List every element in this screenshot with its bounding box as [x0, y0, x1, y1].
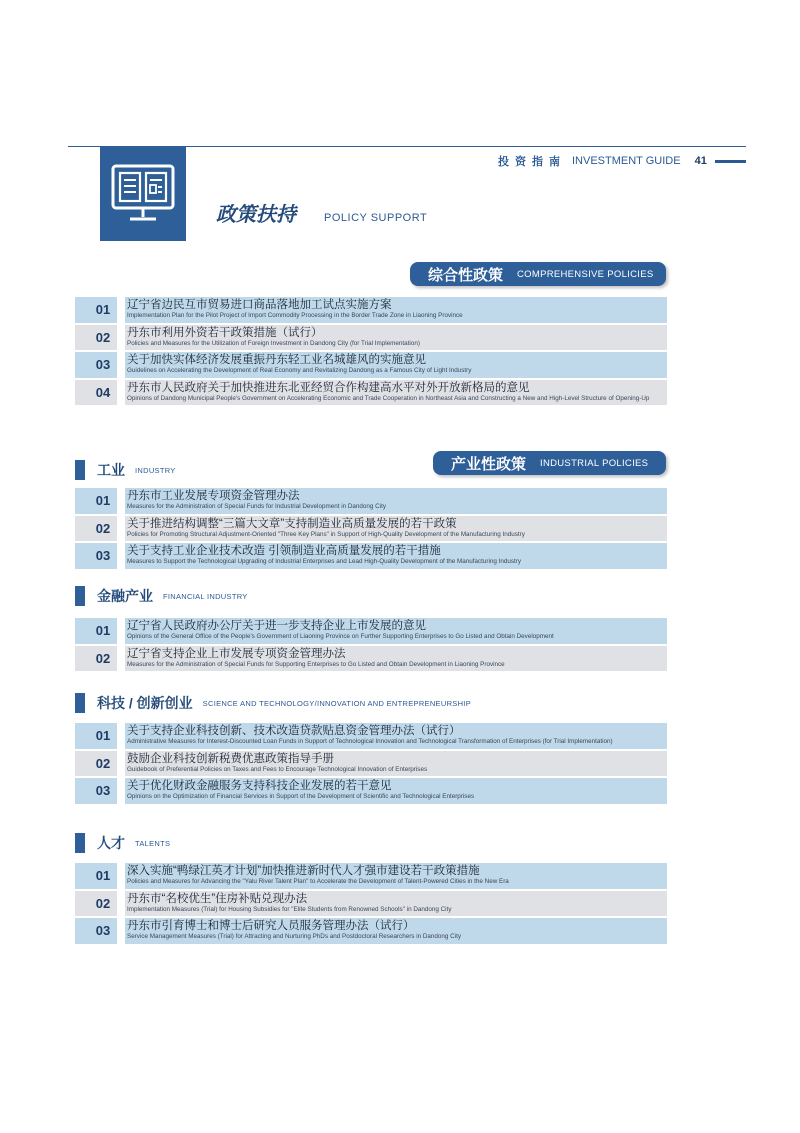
section-marker	[75, 693, 85, 713]
section-heading-talents	[75, 833, 170, 853]
row-divider	[117, 380, 125, 406]
section-heading-science	[75, 693, 471, 713]
row-edge	[75, 751, 89, 777]
banner-title-cn: 综合性政策	[428, 266, 504, 284]
policy-text	[125, 543, 667, 569]
policy-number: 02	[95, 329, 111, 345]
policy-number: 01	[95, 623, 111, 639]
policy-number: 03	[95, 783, 111, 799]
industry-policy-list	[75, 488, 667, 571]
row-edge	[75, 723, 89, 749]
policy-row	[75, 891, 667, 917]
section-title-cn: 科技 / 创新创业	[97, 695, 193, 711]
banner-title-cn: 产业性政策	[451, 455, 527, 473]
policy-number: 01	[95, 868, 111, 884]
policy-title-zh: 鼓励企业科技创新税费优惠政策指导手册	[127, 752, 334, 765]
policy-title-zh: 辽宁省边民互市贸易进口商品落地加工试点实施方案	[127, 299, 392, 311]
policy-row	[75, 751, 667, 777]
policy-title-zh: 关于支持工业企业技术改造 引领制造业高质量发展的若干措施	[127, 545, 441, 557]
policy-row	[75, 352, 667, 378]
policy-title-en: Policies and Measures for Advancing the "Yalu River Talent Plan" to Accelerate the Development of Talent-Powered Cities in the New Era	[127, 878, 509, 885]
policy-title-zh: 丹东市人民政府关于加快推进东北亚经贸合作构建高水平对外开放新格局的意见	[127, 381, 530, 394]
policy-row	[75, 918, 667, 944]
policy-title-en: Implementation Measures (Trial) for Housing Subsidies for "Elite Students from Renowned Schools" in Dandong City	[127, 905, 452, 913]
page-title-en: POLICY SUPPORT	[324, 212, 428, 224]
section-marker	[75, 460, 85, 480]
policy-title-en: Measures for the Administration of Special Funds for Supporting Enterprises to Go Listed and Obtain Development in Liaoning Province	[127, 660, 505, 668]
policy-title-en: Policies and Measures for the Utilization of Foreign Investment in Dandong City (for Trial Implementation)	[127, 339, 420, 347]
monitor-document-icon	[110, 163, 176, 225]
row-divider	[117, 723, 125, 749]
policy-row	[75, 778, 667, 804]
row-edge	[75, 778, 89, 804]
science-policy-list	[75, 723, 667, 806]
banner-title-en: COMPREHENSIVE POLICIES	[517, 268, 654, 280]
policy-row	[75, 380, 667, 406]
talents-policy-list	[75, 863, 667, 946]
row-edge	[75, 488, 89, 514]
policy-title-zh: 丹东市“名校优生”住房补贴兑现办法	[127, 892, 308, 905]
policy-row	[75, 543, 667, 569]
policy-title-en: Policies for Promoting Structural Adjustment-Oriented "Three Key Plans" in Support of High-Quality Development of the Manufacturing Industry	[127, 530, 525, 538]
policy-number: 04	[95, 384, 111, 400]
row-divider	[117, 778, 125, 804]
row-divider	[117, 751, 125, 777]
row-edge	[75, 646, 89, 672]
policy-number: 03	[95, 923, 111, 939]
policy-text	[125, 380, 667, 406]
guide-title-cn: 投资指南	[498, 156, 566, 168]
policy-title-en: Guidelines on Accelerating the Development of Real Economy and Revitalizing Dandong as a Famous City of Light Industry	[127, 367, 472, 374]
row-edge	[75, 618, 89, 644]
row-divider	[117, 352, 125, 378]
policy-number: 03	[95, 357, 111, 373]
policy-section-badge	[100, 147, 186, 241]
policy-text	[125, 325, 667, 351]
row-edge	[75, 863, 89, 889]
policy-title-zh: 丹东市引育博士和博士后研究人员服务管理办法（试行）	[127, 920, 415, 932]
row-divider	[117, 918, 125, 944]
policy-title-en: Administrative Measures for Interest-Discounted Loan Funds in Support of Technological Innovation and Technological Transformation of Enterprises (for Trial Implementation)	[127, 738, 613, 745]
policy-row	[75, 297, 667, 323]
policy-row	[75, 723, 667, 749]
policy-title-zh: 丹东市工业发展专项资金管理办法	[127, 490, 300, 502]
industrial-policies-banner	[433, 451, 666, 475]
page-title	[216, 198, 427, 227]
row-edge	[75, 352, 89, 378]
policy-title-zh: 深入实施“鸭绿江英才计划”加快推进新时代人才强市建设若干政策措施	[127, 865, 480, 877]
policy-title-zh: 丹东市利用外资若干政策措施（试行）	[127, 326, 323, 339]
policy-row	[75, 618, 667, 644]
row-divider	[117, 543, 125, 569]
row-divider	[117, 863, 125, 889]
policy-number: 01	[95, 493, 111, 509]
policy-title-zh: 关于加快实体经济发展重振丹东轻工业名城雄风的实施意见	[127, 354, 426, 366]
guide-title-en: INVESTMENT GUIDE	[572, 155, 681, 167]
section-title-en: FINANCIAL INDUSTRY	[163, 591, 248, 601]
policy-number: 02	[95, 755, 111, 771]
row-edge	[75, 297, 89, 323]
policy-title-zh: 辽宁省人民政府办公厅关于进一步支持企业上市发展的意见	[127, 620, 426, 632]
policy-title-en: Service Management Measures (Trial) for Attracting and Nurturing PhDs and Postdoctoral Researchers in Dandong City	[127, 933, 462, 940]
policy-row	[75, 516, 667, 542]
section-title-cn: 金融产业	[97, 588, 153, 604]
banner-title-en: INDUSTRIAL POLICIES	[540, 457, 649, 469]
policy-text	[125, 778, 667, 804]
policy-title-zh: 关于推进结构调整“三篇大文章”支持制造业高质量发展的若干政策	[127, 517, 457, 530]
policy-title-zh: 关于优化财政金融服务支持科技企业发展的若干意见	[127, 780, 392, 792]
section-heading-industry	[75, 460, 176, 480]
row-divider	[117, 297, 125, 323]
policy-text	[125, 751, 667, 777]
policy-title-zh: 辽宁省支持企业上市发展专项资金管理办法	[127, 647, 346, 660]
policy-row	[75, 646, 667, 672]
policy-number: 02	[95, 895, 111, 911]
header-accent-bar	[715, 160, 746, 163]
policy-number: 03	[95, 548, 111, 564]
policy-text	[125, 352, 667, 378]
policy-text	[125, 618, 667, 644]
row-edge	[75, 891, 89, 917]
policy-title-zh: 关于支持企业科技创新、技术改造贷款贴息资金管理办法（试行）	[127, 725, 461, 737]
policy-number: 01	[95, 728, 111, 744]
row-edge	[75, 918, 89, 944]
policy-number: 02	[95, 650, 111, 666]
policy-text	[125, 646, 667, 672]
section-title-cn: 工业	[97, 462, 125, 478]
section-title-en: TALENTS	[135, 838, 171, 848]
row-edge	[75, 380, 89, 406]
policy-title-en: Measures for the Administration of Special Funds for Industrial Development in Dandong City	[127, 503, 387, 510]
row-divider	[117, 488, 125, 514]
policy-title-en: Implementation Plan for the Pilot Project of Import Commodity Processing in the Border Trade Zone in Liaoning Province	[127, 312, 463, 319]
policy-title-en: Opinions of the General Office of the People's Government of Liaoning Province on Further Supporting Enterprises to Go Listed and Obtain Development	[127, 633, 554, 640]
section-marker	[75, 833, 85, 853]
row-edge	[75, 516, 89, 542]
page-number: 41	[694, 155, 707, 167]
financial-policy-list	[75, 618, 667, 673]
comprehensive-policies-banner	[410, 262, 666, 286]
policy-title-en: Guidebook of Preferential Policies on Taxes and Fees to Encourage Technological Innovation of Enterprises	[127, 765, 428, 773]
row-divider	[117, 618, 125, 644]
row-divider	[117, 646, 125, 672]
policy-row	[75, 488, 667, 514]
policy-number: 01	[95, 302, 111, 318]
policy-title-en: Opinions on the Optimization of Financial Services in Support of the Development of Scientific and Technological Enterprises	[127, 793, 475, 800]
policy-number: 02	[95, 520, 111, 536]
policy-text	[125, 516, 667, 542]
row-divider	[117, 325, 125, 351]
policy-row	[75, 325, 667, 351]
policy-title-en: Opinions of Dandong Municipal People's Government on Accelerating Economic and Trade Cooperation in Northeast Asia and Constructing a New and High-Level Structure of Opening-Up	[127, 394, 650, 402]
policy-title-en: Measures to Support the Technological Upgrading of Industrial Enterprises and Lead High-Quality Development of the Manufacturing Industry	[127, 558, 522, 565]
policy-text	[125, 891, 667, 917]
page-title-cn: 政策扶持	[216, 204, 296, 226]
policy-text	[125, 297, 667, 323]
section-heading-financial	[75, 586, 248, 606]
policy-row	[75, 863, 667, 889]
row-divider	[117, 516, 125, 542]
row-edge	[75, 325, 89, 351]
section-marker	[75, 586, 85, 606]
policy-text	[125, 723, 667, 749]
section-title-en: SCIENCE AND TECHNOLOGY/INNOVATION AND ENTREPRENEURSHIP	[202, 698, 471, 708]
policy-text	[125, 918, 667, 944]
running-header	[498, 152, 746, 170]
row-divider	[117, 891, 125, 917]
row-edge	[75, 543, 89, 569]
policy-text	[125, 863, 667, 889]
policy-text	[125, 488, 667, 514]
section-title-en: INDUSTRY	[135, 465, 176, 475]
section-title-cn: 人才	[97, 835, 125, 851]
comprehensive-policy-list	[75, 297, 667, 407]
